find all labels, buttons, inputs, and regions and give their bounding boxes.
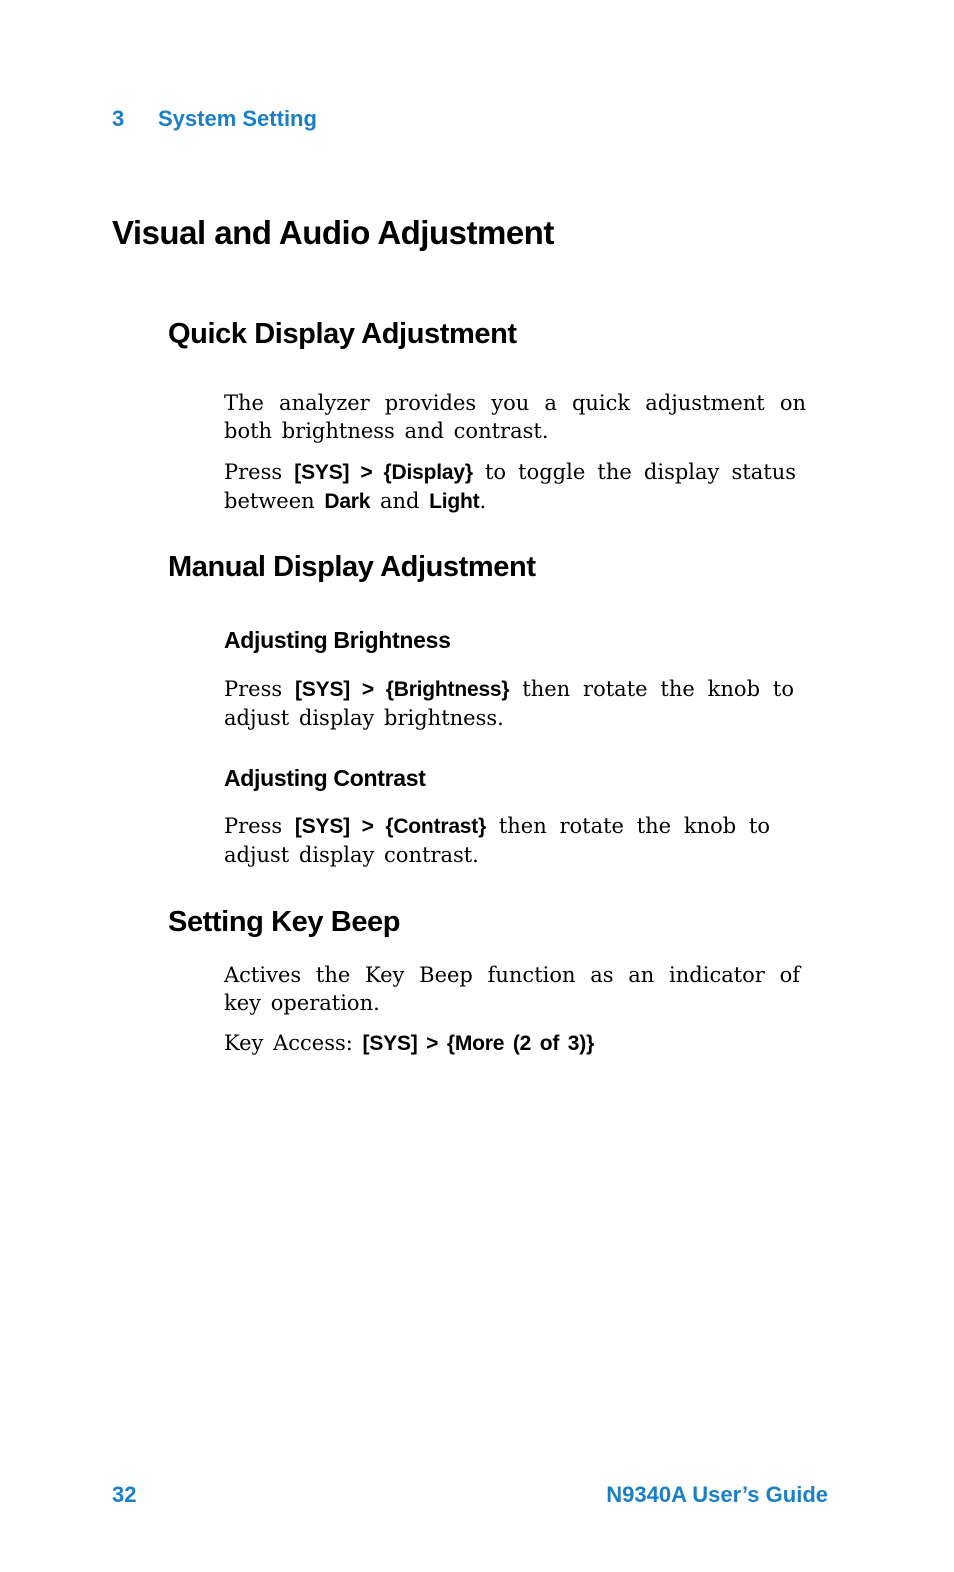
brightness-heading: Adjusting Brightness (224, 627, 451, 653)
key-access-label: Key Access: (224, 1031, 353, 1055)
quick-display-paragraph-1 (224, 389, 806, 445)
key-beep-heading: Setting Key Beep (168, 906, 401, 938)
display-key-path: [SYS] > {Display} (294, 461, 473, 484)
key-access-paragraph (224, 1029, 806, 1058)
dark-label: Dark (324, 490, 371, 513)
brightness-line1 (224, 675, 794, 704)
period-text: . (479, 489, 487, 513)
brightness-rest-text: then rotate the knob to (522, 677, 794, 701)
toggle-text: to toggle the display status (484, 460, 796, 484)
between-text: between (224, 489, 315, 513)
contrast-line1 (224, 812, 770, 841)
brightness-press-text: Press (224, 677, 283, 701)
quick-display-para1-line2: both brightness and contrast. (224, 419, 549, 443)
brightness-paragraph (224, 675, 794, 732)
light-label: Light (429, 490, 480, 513)
contrast-press-text: Press (224, 814, 283, 838)
contrast-heading: Adjusting Contrast (224, 765, 426, 791)
brightness-key-path: [SYS] > {Brightness} (295, 678, 510, 701)
page-number: 32 (112, 1482, 137, 1507)
quick-display-para1-line1: The analyzer provides you a quick adjustment on (224, 391, 806, 415)
and-text: and (379, 489, 420, 513)
key-access-line (224, 1029, 806, 1058)
chapter-title: System Setting (158, 106, 317, 131)
guide-title: N9340A User’s Guide (606, 1482, 828, 1507)
key-access-path: [SYS] > {More (2 of 3)} (362, 1032, 595, 1055)
contrast-paragraph (224, 812, 770, 869)
quick-display-para2-line1 (224, 458, 796, 487)
contrast-line2: adjust display contrast. (224, 843, 479, 867)
contrast-key-path: [SYS] > {Contrast} (294, 815, 487, 838)
key-beep-paragraph (224, 961, 800, 1017)
key-beep-line2: key operation. (224, 991, 380, 1015)
quick-display-heading: Quick Display Adjustment (168, 318, 517, 350)
chapter-number: 3 (112, 106, 125, 131)
quick-display-para2-line2 (224, 487, 796, 516)
contrast-rest-text: then rotate the knob to (498, 814, 770, 838)
quick-display-paragraph-2 (224, 458, 796, 516)
chapter-header (112, 106, 317, 132)
key-beep-line1: Actives the Key Beep function as an indicator of (224, 963, 800, 987)
brightness-line2: adjust display brightness. (224, 706, 504, 730)
section-title: Visual and Audio Adjustment (112, 214, 554, 251)
manual-display-heading: Manual Display Adjustment (168, 551, 536, 583)
press-text: Press (224, 460, 283, 484)
